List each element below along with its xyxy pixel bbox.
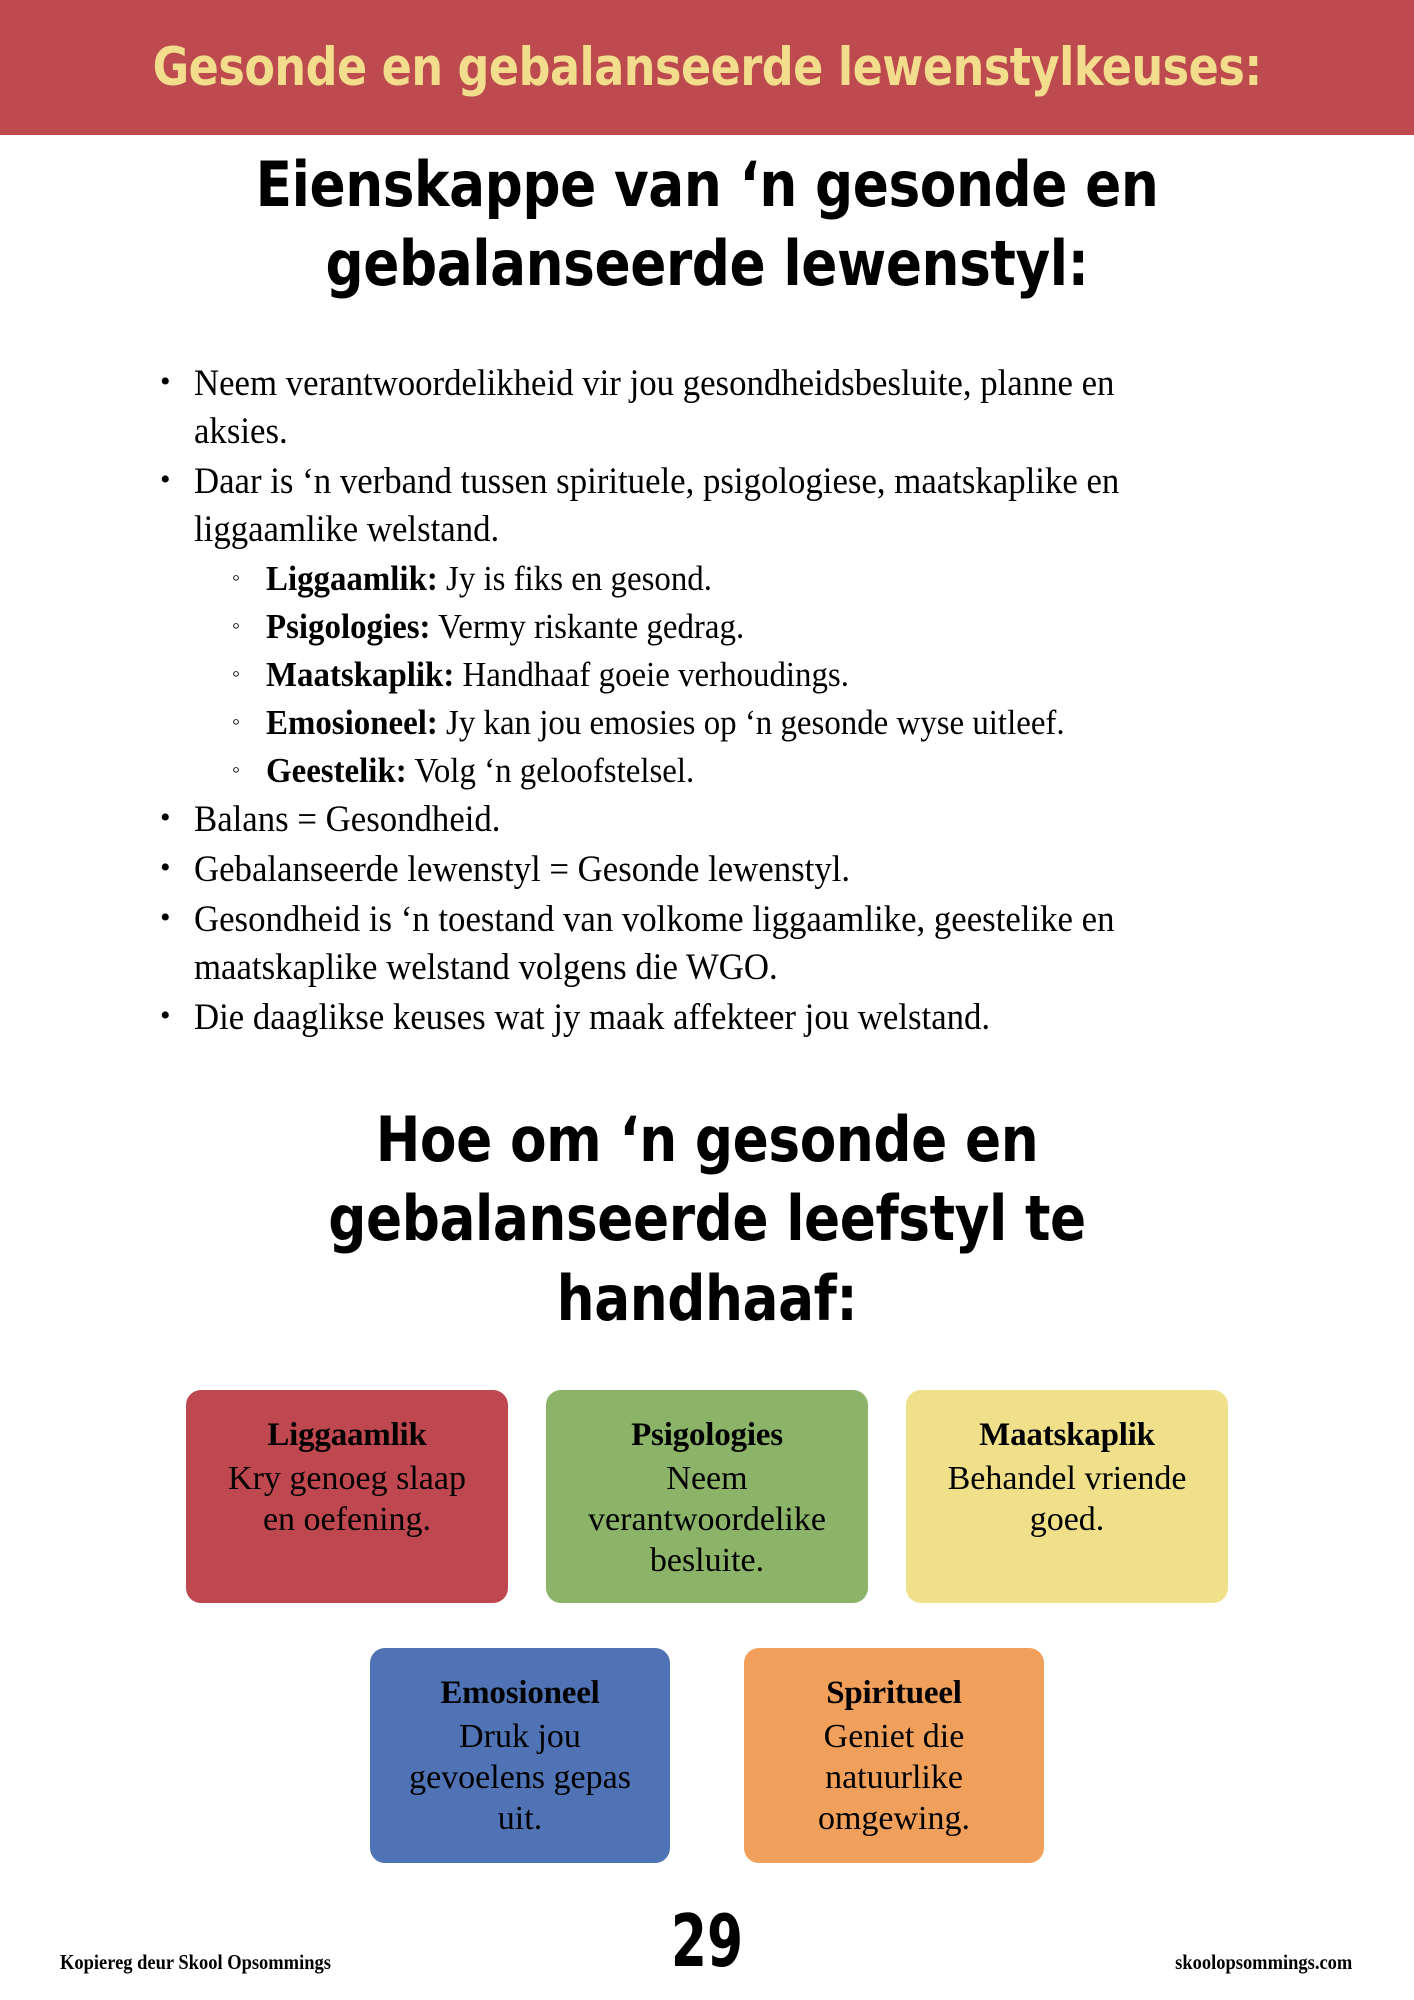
banner-title: Gesonde en gebalanseerde lewenstylkeuses: (152, 37, 1262, 98)
card-spiritueel (744, 1648, 1044, 1863)
bullet-marker-icon: • (160, 850, 171, 884)
card-title: Emosioneel (440, 1675, 600, 1711)
sub-list-item-text (266, 652, 1210, 699)
list-item-text: Gesondheid is ‘n toestand van volkome liggaamlike, geestelike en maatskaplike welstand volgens die WGO. (194, 899, 1115, 989)
list-item (232, 604, 1270, 651)
sub-list-item-desc: Handhaaf goeie verhoudings. (462, 655, 849, 695)
bullet-marker-icon: • (160, 999, 171, 1033)
sub-list-item-text (266, 700, 1210, 747)
card-psigologies (546, 1390, 868, 1603)
list-item (160, 994, 1270, 1042)
card-body: Druk jou gevoelens gepas uit. (409, 1717, 631, 1837)
sub-list-item-text (266, 604, 1210, 651)
card-emosioneel (370, 1648, 670, 1863)
cards-row-bottom (0, 1648, 1414, 1863)
cards-row-top (0, 1390, 1414, 1603)
list-item-text: Balans = Gesondheid. (194, 798, 501, 840)
circle-bullet-icon: ◦ (232, 756, 241, 782)
characteristics-list (160, 360, 1270, 1044)
list-item-text: Die daaglikse keuses wat jy maak affekteer jou welstand. (194, 997, 991, 1039)
list-item (160, 360, 1270, 456)
sub-list-item-label: Psigologies: (266, 607, 431, 647)
circle-bullet-icon: ◦ (232, 613, 241, 639)
bullet-marker-icon: • (160, 463, 171, 497)
section-two-heading: Hoe om ‘n gesonde en gebalanseerde leefstyl te handhaaf: (328, 1103, 1086, 1335)
bullet-marker-icon: • (160, 800, 171, 834)
list-item (160, 846, 1270, 894)
list-item (232, 556, 1270, 603)
page-number: 29 (670, 1899, 744, 1983)
copyright-notice: Kopiereg deur Skool Opsommings (60, 1950, 331, 1974)
circle-bullet-icon: ◦ (232, 565, 241, 591)
sub-list-item-label: Geestelik: (266, 750, 407, 790)
sub-list-item-label: Emosioneel: (266, 703, 438, 743)
list-item (160, 458, 1270, 554)
list-item-text: Neem verantwoordelikheid vir jou gesondheidsbesluite, planne en aksies. (194, 363, 1115, 453)
card-liggaamlik (186, 1390, 508, 1603)
bullet-marker-icon: • (160, 365, 171, 398)
sub-list-item-desc: Jy is fiks en gesond. (446, 559, 712, 599)
card-body: Kry genoeg slaap en oefening. (228, 1459, 466, 1538)
card-title: Spiritueel (826, 1675, 962, 1711)
sub-list-item-text (266, 556, 1210, 603)
sub-list-item-desc: Volg ‘n geloofstelsel. (414, 750, 695, 790)
website-url: skoolopsommings.com (1174, 1950, 1352, 1974)
sub-list-item-label: Liggaamlik: (266, 559, 438, 599)
bullet-marker-icon: • (160, 901, 171, 935)
section-one-heading: Eienskappe van ‘n gesonde en gebalanseerde lewenstyl: (255, 148, 1159, 301)
card-body: Behandel vriende goed. (947, 1459, 1187, 1538)
list-item (232, 700, 1270, 747)
card-body: Neem verantwoordelike besluite. (588, 1459, 826, 1579)
card-title: Liggaamlik (267, 1417, 427, 1453)
list-item (232, 652, 1270, 699)
circle-bullet-icon: ◦ (232, 661, 241, 687)
list-item (160, 796, 1270, 844)
circle-bullet-icon: ◦ (232, 709, 241, 735)
sub-list-item-desc: Jy kan jou emosies op ‘n gesonde wyse uitleef. (446, 703, 1065, 743)
card-body: Geniet die natuurlike omgewing. (817, 1717, 971, 1837)
sub-list-item-desc: Vermy riskante gedrag. (438, 607, 745, 647)
card-title: Psigologies (631, 1417, 783, 1453)
dimension-sub-list (232, 556, 1270, 794)
page-banner (0, 0, 1414, 135)
card-title: Maatskaplik (979, 1417, 1155, 1453)
list-item (232, 748, 1270, 795)
list-item (160, 896, 1270, 992)
list-item-text: Daar is ‘n verband tussen spirituele, psigologiese, maatskaplike en liggaamlike welstand. (194, 461, 1120, 551)
card-maatskaplik (906, 1390, 1228, 1603)
sub-list-item-label: Maatskaplik: (266, 655, 455, 695)
list-item-text: Gebalanseerde lewenstyl = Gesonde lewenstyl. (194, 848, 851, 890)
sub-list-item-text (266, 748, 1210, 795)
